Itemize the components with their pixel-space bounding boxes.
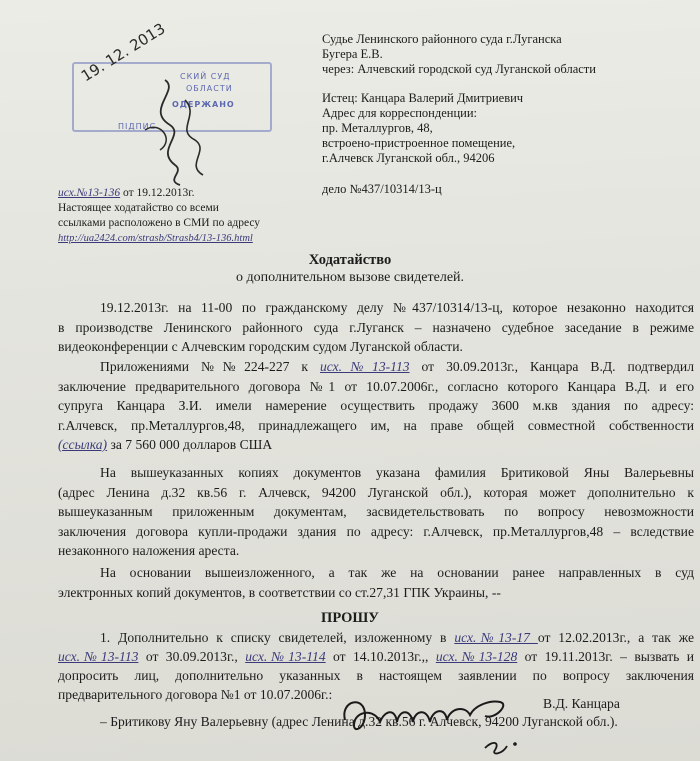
plaintiff-line-2: Адрес для корреспонденции: [322, 106, 478, 120]
p2-line-1: Приложениями №№224-227 к исх.№13-113 от 30.09.2013г., Канцара В.Д. подтвердил [100, 359, 694, 374]
stamp-text-2: ОБЛАСТИ [186, 84, 233, 93]
plaintiff-line-5: г.Алчевск Луганской обл., 94206 [322, 151, 495, 165]
p2-line-5: (ссылка) за 7 560 000 долларов США [58, 437, 273, 452]
note-ref-date: от 19.12.2013г. [120, 187, 195, 199]
p2-line-4: г.Алчевск, пр.Металлургов,48, принадлежащего им, на праве общей совместной собственности [58, 418, 694, 433]
p3-line-3: вышеуказанным приложенным документам, засвидетельствовать по вопросу невозможности [58, 504, 694, 519]
note-line-2: Настоящее ходатайство со всеми [58, 202, 219, 214]
request-line-2: исх.№13-113 от 30.09.2013г., исх.№13-114 от 14.10.2013г.,, исх.№13-128 от 19.11.2013г. – вызвать и [58, 649, 695, 664]
plaintiff-line-4: встроено-пристроенное помещение, [322, 136, 516, 150]
p1-line-3: видеоконференции с Алчевским городским судом Луганской области. [58, 339, 463, 354]
note-ref-link[interactable]: исх.№13-136 [58, 187, 121, 199]
p4-line-1: На основании вышеизложенного, а так же на основании ранее направленных в суд [100, 565, 694, 580]
note-line-3: ссылками расположено в СМИ по адресу [58, 217, 261, 229]
stamp-text-1: СКИЙ СУД [180, 72, 231, 81]
request-heading: ПРОШУ [321, 610, 379, 626]
p1-line-1: 19.12.2013г. на 11-00 по гражданскому делу №437/10314/13-ц, которое незаконно находится [100, 300, 694, 315]
ref-13-114-link[interactable]: исх.№13-114 [245, 649, 326, 664]
handwritten-date: 19. 12. 2013 [78, 19, 169, 86]
ref-13-113-link[interactable]: исх.№13-113 [320, 359, 410, 374]
addressee-line-1: Судье Ленинского районного суда г.Луганска [322, 32, 562, 46]
document-title: Ходатайство [308, 252, 392, 268]
addressee-line-2: Бугера Е.В. [322, 47, 383, 61]
signature-name: В.Д. Канцара [543, 696, 620, 711]
p3-line-2: (адрес Ленина д.32 кв.56 г. Алчевск, 94200 Луганской обл.), которая может дополнительно к [58, 485, 694, 500]
plaintiff-line-1: Истец: Канцара Валерий Дмитриевич [322, 91, 524, 105]
case-number: дело №437/10314/13-ц [322, 182, 442, 196]
addressee-line-3: через: Алчевский городской суд Луганской области [322, 62, 596, 76]
p3-line-1: На вышеуказанных копиях документов указана фамилия Бритиковой Яны Валерьевны [100, 465, 694, 480]
request-line-3: допросить лиц, дополнительно указанных в настоящем заявлении по вопросу заключения [58, 668, 694, 683]
note-line-1 [58, 186, 195, 201]
request-line-4: предварительного договора №1 от 10.07.2006г.: [58, 687, 333, 702]
p2-line-2: заключение предварительного договора №1 от 10.07.2006г., согласно которого Канцара В.Д. и его [58, 379, 694, 394]
plaintiff-line-3: пр. Металлургов, 48, [322, 121, 433, 135]
p3-line-4: заключения договора купли-продажи здания по адресу: г.Алчевск, пр.Металлургов,48 – вследствие [58, 524, 694, 539]
p3-line-5: незаконного наложения ареста. [58, 543, 240, 558]
note-url-link[interactable]: http://ua2424.com/strasb/Strasb4/13-136.html [58, 233, 253, 244]
p4-line-2: электронных копий документов, в соответствии со ст.27,31 ГПК Украины, -- [58, 585, 501, 600]
handwritten-signature [335, 680, 535, 761]
p1-line-2: в производстве Ленинского районного суда г.Луганск – назначено судебное заседание в режиме [58, 320, 694, 335]
stamp-text-3: ОДЕРЖАНО [172, 100, 235, 109]
p2-line-3: супруга Канцара З.И. имели намерение осуществить продажу 3600 м.кв здания по адресу: [58, 398, 694, 413]
ref-13-17-link[interactable]: исх.№13-17 [454, 630, 538, 645]
stamp-signature [125, 70, 235, 190]
request-line-1: 1. Дополнительно к списку свидетелей, изложенному в исх.№13-17 от 12.02.2013г., а так же [100, 630, 695, 645]
ref-13-113-link-2[interactable]: исх.№13-113 [58, 649, 139, 664]
ref-13-128-link[interactable]: исх.№13-128 [435, 649, 518, 664]
ssylka-link[interactable]: (ссылка) [58, 437, 108, 452]
stamp-text-4: ПІДПИС [118, 122, 157, 131]
request-line-5: – Бритикову Яну Валерьевну (адрес Ленина д.32 кв.56 г. Алчевск, 94200 Луганской обл.). [100, 714, 618, 729]
document-subtitle: о дополнительном вызове свидетелей. [235, 270, 465, 285]
